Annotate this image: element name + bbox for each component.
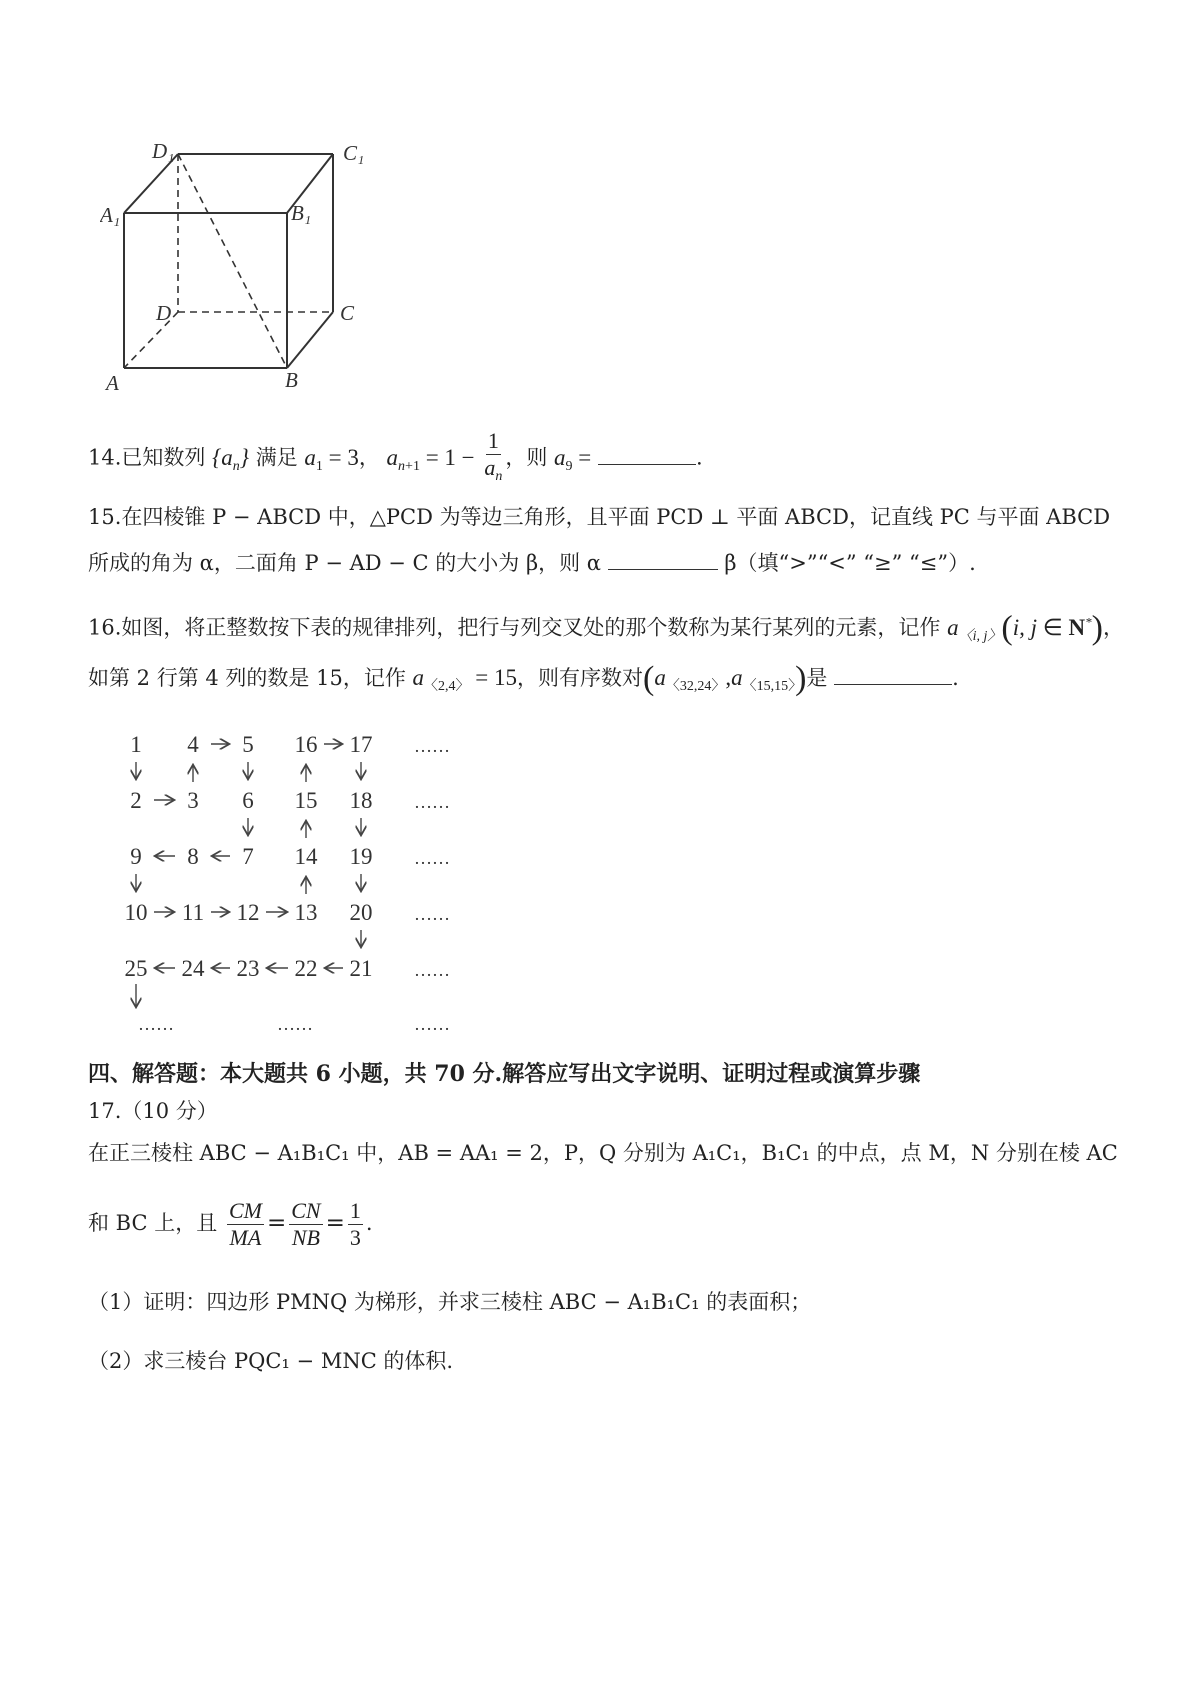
q17-line2b: . <box>365 1211 373 1235</box>
question-14: 14.已知数列 $\{a_n\}$ 满足 $a_1 = 3$， $a_{n+1} = 1$ − $\frac{1}{a_n}$ ，则 $a_9$ = . <box>88 428 703 490</box>
cube-label-d: D <box>156 301 172 325</box>
grid-cell-r4-c6: …… <box>414 904 450 924</box>
q17-line1: 在正三棱柱 ABC − A₁B₁C₁ 中，AB = AA₁ = 2，P，Q 分别为 A₁C₁，B₁C₁ 的中点，点 M，N 分别在棱 AC <box>88 1141 1118 1165</box>
q16-line1b: ， <box>1102 615 1124 640</box>
q17-line2a: 和 BC 上，且 <box>88 1211 218 1235</box>
grid-cell-r3-c2: 8 <box>187 844 199 869</box>
question-15-line1: 15.在四棱锥 P − ABCD 中，△PCD 为等边三角形，且平面 PCD ⊥ 平面 ABCD，记直线 PC 与平面 ABCD <box>88 505 1111 529</box>
grid-cell-r2-c4: 15 <box>294 788 318 813</box>
grid-cell-r2-c3: 6 <box>242 788 254 813</box>
q14-mid2: ， <box>358 445 380 470</box>
q17-part1: （1）证明：四边形 PMNQ 为梯形，并求三棱柱 ABC − A₁B₁C₁ 的表面积； <box>88 1290 812 1314</box>
q14-prefix: 14.已知数列 <box>88 445 206 470</box>
grid-cell-r4-c1: 10 <box>124 900 148 925</box>
question-16-line2: 如第 2 行第 4 列的数是 15，记作 $a_{〈2,4〉} = 15$，则有序数对$(a_{〈32,24〉},a_{〈15,15〉})$是 . <box>88 660 959 697</box>
grid-last-row-ellipsis: …… <box>277 1014 313 1034</box>
q16-line2d: . <box>952 666 959 690</box>
grid-cell-r4-c4: 13 <box>294 900 318 925</box>
grid-cell-r1-c4: 16 <box>294 732 318 757</box>
q16-line2a: 如第 2 行第 4 列的数是 15，记作 <box>88 666 406 690</box>
q15-answer-blank[interactable] <box>608 549 718 570</box>
q17-fraction-cn-nb: $\frac{CN}{NB}$ <box>291 1198 321 1250</box>
cube-label-a: A <box>106 371 119 395</box>
q15-line2b: β（填“>”“<” “≥” “≤”）. <box>724 551 976 575</box>
section-4-title: 四、解答题：本大题共 6 小题，共 70 分.解答应写出文字说明、证明过程或演算步骤 <box>88 1061 921 1087</box>
cube-label-d1: D₁ <box>152 139 175 163</box>
grid-last-row-ellipsis: …… <box>138 1014 174 1034</box>
grid-cell-r1-c3: 5 <box>242 732 254 757</box>
grid-cell-r4-c5: 20 <box>349 900 373 925</box>
q14-answer-blank[interactable] <box>598 444 696 465</box>
q14-fraction: $\frac{1}{a_n}$ <box>484 428 503 484</box>
q15-line2a: 所成的角为 α，二面角 P − AD − C 的大小为 β，则 α <box>88 551 601 575</box>
grid-cell-r5-c6: …… <box>414 960 450 980</box>
grid-cell-r1-c6: …… <box>414 736 450 756</box>
grid-cell-r3-c3: 7 <box>242 844 254 869</box>
q14-mid1: 满足 <box>255 445 298 470</box>
q16-line1a: 16.如图，将正整数按下表的规律排列，把行与列交叉处的那个数称为某行某列的元素，记作 <box>88 615 941 640</box>
cube-label-b: B <box>285 368 298 392</box>
cube-figure <box>100 130 390 405</box>
grid-cell-r3-c4: 14 <box>294 844 318 869</box>
q17-fraction-cm-ma: $\frac{CM}{MA}$ <box>228 1198 262 1250</box>
grid-cell-r2-c1: 2 <box>130 788 142 813</box>
grid-cell-r5-c1: 25 <box>124 956 148 981</box>
cube-label-b1: B₁ <box>291 201 312 225</box>
q16-line2c: 是 <box>806 666 828 690</box>
grid-cell-r5-c2: 24 <box>181 956 205 981</box>
grid-cell-r2-c6: …… <box>414 792 450 812</box>
grid-cell-r3-c6: …… <box>414 848 450 868</box>
question-16-line1: 16.如图，将正整数按下表的规律排列，把行与列交叉处的那个数称为某行某列的元素，记作 $a_{〈i, j〉}(i$, j ∈ N*)， <box>88 609 1124 647</box>
q16-line2b: ，则有序数对 <box>517 666 643 690</box>
q17-number: 17.（10 分） <box>88 1099 218 1123</box>
grid-cell-r3-c1: 9 <box>130 844 142 869</box>
grid-cell-r5-c3: 23 <box>236 956 260 981</box>
cube-label-c: C <box>340 301 355 325</box>
grid-cell-r3-c5: 19 <box>349 844 373 869</box>
grid-cell-r1-c2: 4 <box>187 732 199 757</box>
question-15-line2 <box>88 549 976 577</box>
grid-cell-r4-c2: 11 <box>181 900 205 925</box>
q16-answer-blank[interactable] <box>834 664 952 685</box>
grid-last-row-ellipsis: …… <box>414 1014 450 1034</box>
q17-part2: （2）求三棱台 PQC₁ − MNC 的体积. <box>88 1349 454 1373</box>
grid-cell-r5-c5: 21 <box>349 956 373 981</box>
number-grid-figure <box>110 722 480 1042</box>
q17-line2: 和 BC 上，且 $\frac{CM}{MA}$ = $\frac{CN}{NB}$ = $\frac{1}{3}$ . <box>88 1198 373 1250</box>
grid-cell-r2-c2: 3 <box>187 788 199 813</box>
grid-cell-r2-c5: 18 <box>349 788 373 813</box>
grid-cell-r1-c1: 1 <box>130 732 142 757</box>
q14-mid3: ，则 <box>505 445 548 470</box>
cube-label-c1: C₁ <box>343 141 365 165</box>
q14-end: . <box>695 445 703 470</box>
grid-cell-r5-c4: 22 <box>294 956 318 981</box>
cube-label-a1: A₁ <box>100 203 121 227</box>
q17-fraction-one-third: $\frac{1}{3}$ <box>349 1198 361 1250</box>
grid-cell-r1-c5: 17 <box>349 732 373 757</box>
grid-cell-r4-c3: 12 <box>236 900 260 925</box>
